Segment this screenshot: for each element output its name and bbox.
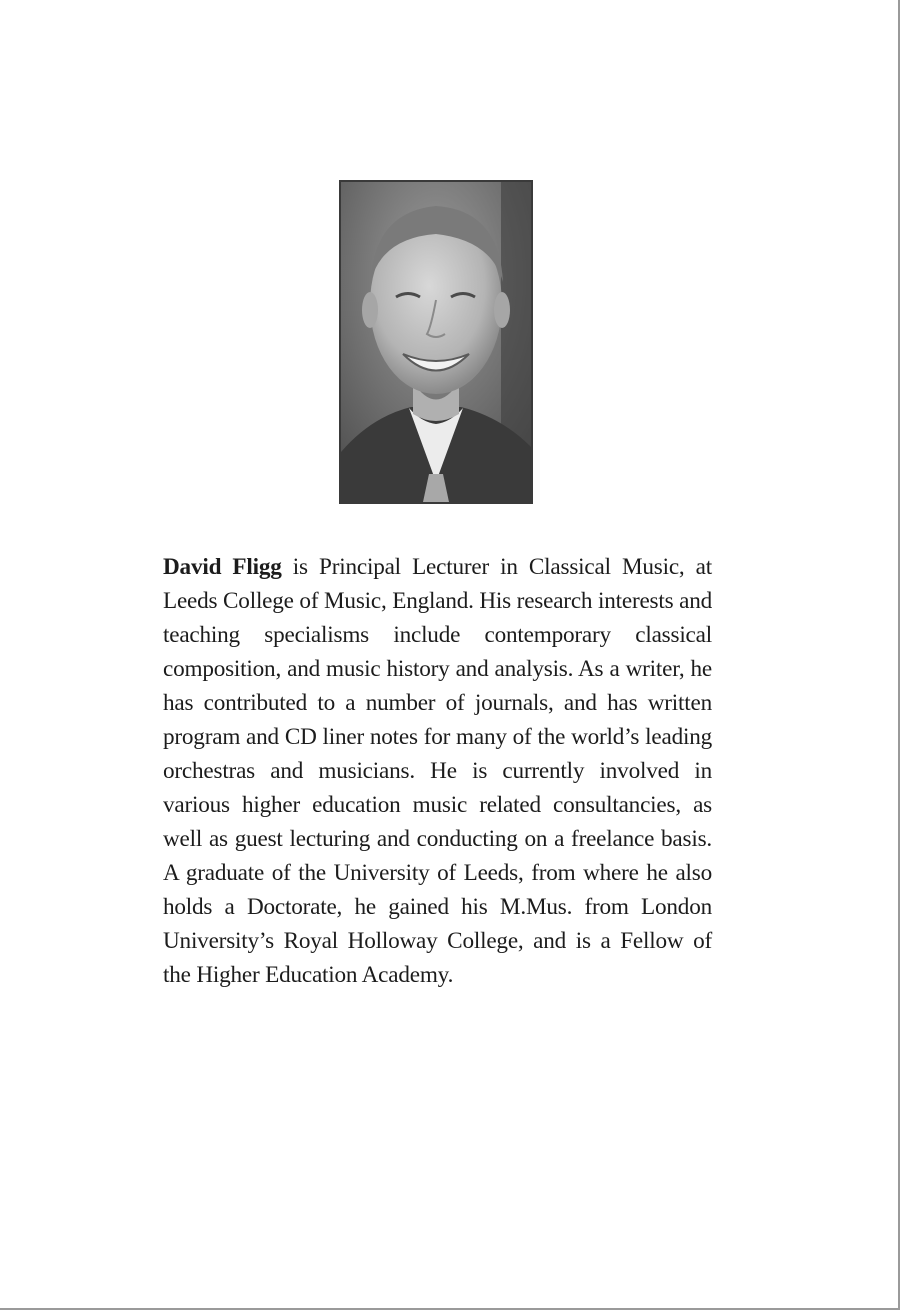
author-name: David Fligg: [163, 554, 282, 580]
author-photo: [339, 180, 533, 504]
author-portrait-image: [341, 182, 531, 502]
author-bio: [163, 550, 712, 992]
author-bio-text: is Principal Lecturer in Classical Music, at Leeds College of Music, England. His research interests and teaching specialisms include contemporary classical composition, and music history and analysis. As a writer, he has contributed to a number of journals, and has written program and CD liner notes for many of the world’s leading orchestras and musicians. He is currently involved in various higher education music related consultancies, as well as guest lecturing and conducting on a freelance basis. A graduate of the University of Leeds, from where he also holds a Doctorate, he gained his M.Mus. from London University’s Royal Holloway College, and is a Fellow of the Higher Education Academy.: [163, 554, 712, 988]
